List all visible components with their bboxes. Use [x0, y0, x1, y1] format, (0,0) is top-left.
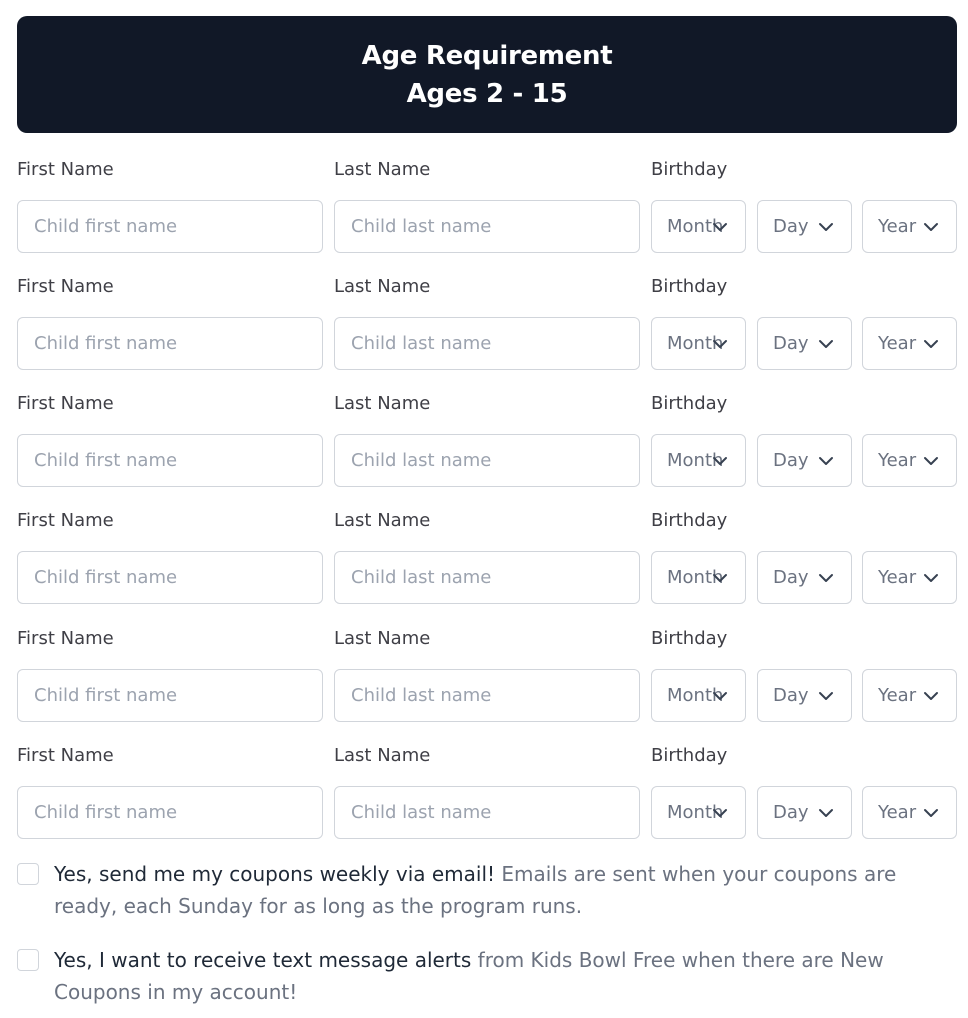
- chevron-down-icon: [712, 806, 728, 820]
- chevron-down-icon: [923, 689, 939, 703]
- birth-month-select[interactable]: [651, 669, 746, 722]
- last-name-input[interactable]: [334, 669, 640, 722]
- chevron-down-icon: [818, 337, 834, 351]
- day-select-value: Day: [773, 450, 809, 471]
- first-name-placeholder: Child first name: [34, 567, 178, 588]
- birthday-label: Birthday: [651, 745, 728, 766]
- birth-year-select[interactable]: [862, 200, 957, 253]
- chevron-down-icon: [818, 571, 834, 585]
- birth-year-select[interactable]: [862, 786, 957, 839]
- sms-consent: [17, 944, 957, 1008]
- year-select-value: Year: [878, 216, 917, 237]
- chevron-down-icon: [712, 454, 728, 468]
- first-name-placeholder: Child first name: [34, 685, 178, 706]
- sms-consent-strong: Yes, I want to receive text message alerts: [54, 948, 472, 972]
- birth-month-select[interactable]: [651, 551, 746, 604]
- first-name-label: First Name: [17, 510, 114, 531]
- first-name-label: First Name: [17, 276, 114, 297]
- last-name-input[interactable]: [334, 317, 640, 370]
- first-name-label: First Name: [17, 159, 114, 180]
- last-name-label: Last Name: [334, 276, 431, 297]
- month-select-value: Month: [667, 802, 724, 823]
- birth-day-select[interactable]: [757, 669, 852, 722]
- last-name-placeholder: Child last name: [351, 685, 492, 706]
- sms-opt-in-checkbox[interactable]: [17, 949, 39, 971]
- birth-day-select[interactable]: [757, 551, 852, 604]
- first-name-input[interactable]: [17, 551, 323, 604]
- first-name-input[interactable]: [17, 786, 323, 839]
- birth-day-select[interactable]: [757, 200, 852, 253]
- last-name-label: Last Name: [334, 510, 431, 531]
- birth-day-select[interactable]: [757, 434, 852, 487]
- last-name-placeholder: Child last name: [351, 216, 492, 237]
- email-consent-strong: Yes, send me my coupons weekly via email!: [54, 862, 496, 886]
- last-name-label: Last Name: [334, 628, 431, 649]
- birth-year-select[interactable]: [862, 669, 957, 722]
- last-name-label: Last Name: [334, 393, 431, 414]
- birthday-label: Birthday: [651, 510, 728, 531]
- first-name-input[interactable]: [17, 669, 323, 722]
- chevron-down-icon: [923, 337, 939, 351]
- day-select-value: Day: [773, 802, 809, 823]
- chevron-down-icon: [818, 220, 834, 234]
- chevron-down-icon: [712, 571, 728, 585]
- birth-year-select[interactable]: [862, 551, 957, 604]
- last-name-input[interactable]: [334, 786, 640, 839]
- child-row: [17, 392, 957, 498]
- last-name-label: Last Name: [334, 745, 431, 766]
- day-select-value: Day: [773, 685, 809, 706]
- first-name-label: First Name: [17, 628, 114, 649]
- banner-age-range: Ages 2 - 15: [406, 78, 568, 109]
- birth-month-select[interactable]: [651, 317, 746, 370]
- sms-consent-detail: from Kids Bowl Free when there are New Coupons in my account!: [54, 948, 884, 1004]
- birthday-label: Birthday: [651, 628, 728, 649]
- birth-month-select[interactable]: [651, 786, 746, 839]
- chevron-down-icon: [818, 689, 834, 703]
- email-consent-text[interactable]: [54, 858, 954, 922]
- year-select-value: Year: [878, 450, 917, 471]
- year-select-value: Year: [878, 333, 917, 354]
- birth-day-select[interactable]: [757, 317, 852, 370]
- chevron-down-icon: [712, 689, 728, 703]
- day-select-value: Day: [773, 216, 809, 237]
- child-row: [17, 275, 957, 381]
- birth-year-select[interactable]: [862, 317, 957, 370]
- chevron-down-icon: [923, 220, 939, 234]
- age-requirement-banner: [17, 16, 957, 133]
- chevron-down-icon: [712, 220, 728, 234]
- first-name-label: First Name: [17, 393, 114, 414]
- chevron-down-icon: [712, 337, 728, 351]
- month-select-value: Month: [667, 567, 724, 588]
- first-name-input[interactable]: [17, 434, 323, 487]
- child-row: [17, 627, 957, 733]
- chevron-down-icon: [923, 571, 939, 585]
- sms-consent-text[interactable]: [54, 944, 954, 1008]
- day-select-value: Day: [773, 333, 809, 354]
- year-select-value: Year: [878, 802, 917, 823]
- first-name-placeholder: Child first name: [34, 802, 178, 823]
- first-name-label: First Name: [17, 745, 114, 766]
- child-row: [17, 744, 957, 850]
- year-select-value: Year: [878, 685, 917, 706]
- birthday-label: Birthday: [651, 393, 728, 414]
- birth-month-select[interactable]: [651, 434, 746, 487]
- year-select-value: Year: [878, 567, 917, 588]
- email-consent-detail: Emails are sent when your coupons are ready, each Sunday for as long as the program runs.: [54, 862, 897, 918]
- email-consent: [17, 858, 957, 922]
- last-name-placeholder: Child last name: [351, 802, 492, 823]
- first-name-input[interactable]: [17, 200, 323, 253]
- last-name-input[interactable]: [334, 434, 640, 487]
- birth-day-select[interactable]: [757, 786, 852, 839]
- first-name-placeholder: Child first name: [34, 216, 178, 237]
- chevron-down-icon: [923, 806, 939, 820]
- child-row: [17, 509, 957, 615]
- birthday-label: Birthday: [651, 276, 728, 297]
- month-select-value: Month: [667, 450, 724, 471]
- banner-title: Age Requirement: [361, 40, 613, 71]
- last-name-placeholder: Child last name: [351, 333, 492, 354]
- day-select-value: Day: [773, 567, 809, 588]
- last-name-placeholder: Child last name: [351, 567, 492, 588]
- first-name-placeholder: Child first name: [34, 450, 178, 471]
- chevron-down-icon: [923, 454, 939, 468]
- child-row: [17, 158, 957, 264]
- last-name-placeholder: Child last name: [351, 450, 492, 471]
- chevron-down-icon: [818, 454, 834, 468]
- birth-year-select[interactable]: [862, 434, 957, 487]
- month-select-value: Month: [667, 333, 724, 354]
- month-select-value: Month: [667, 216, 724, 237]
- first-name-placeholder: Child first name: [34, 333, 178, 354]
- first-name-input[interactable]: [17, 317, 323, 370]
- email-opt-in-checkbox[interactable]: [17, 863, 39, 885]
- birth-month-select[interactable]: [651, 200, 746, 253]
- birthday-label: Birthday: [651, 159, 728, 180]
- last-name-input[interactable]: [334, 551, 640, 604]
- last-name-input[interactable]: [334, 200, 640, 253]
- last-name-label: Last Name: [334, 159, 431, 180]
- chevron-down-icon: [818, 806, 834, 820]
- month-select-value: Month: [667, 685, 724, 706]
